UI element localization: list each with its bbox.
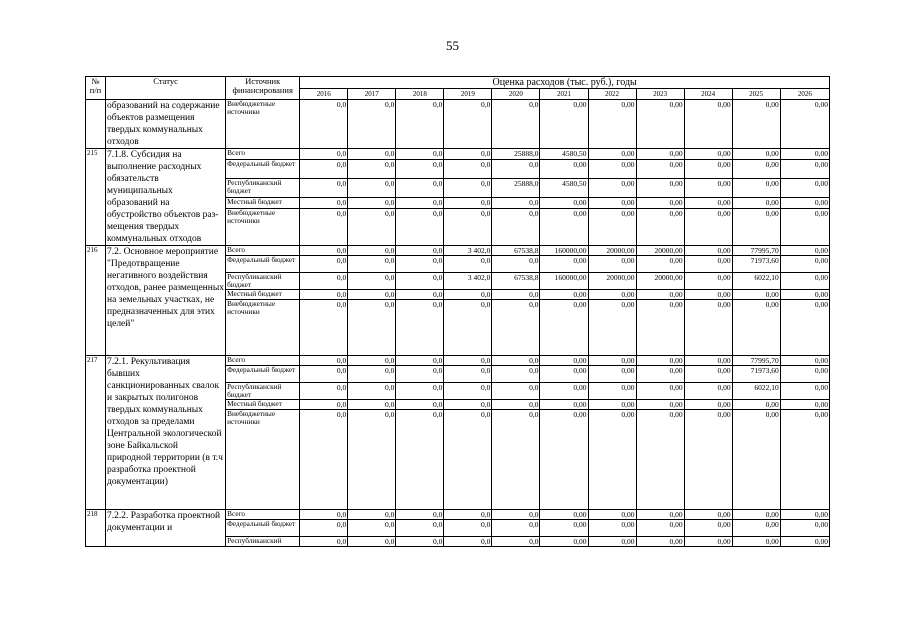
- funding-source: Всего: [226, 149, 300, 160]
- amount-cell: 0,0: [444, 209, 492, 246]
- amount-cell: 0,0: [348, 198, 396, 209]
- amount-cell: 0,00: [732, 510, 780, 520]
- amount-cell: 77995,70: [732, 356, 780, 366]
- amount-cell: 0,0: [300, 410, 348, 510]
- amount-cell: 0,0: [492, 300, 540, 356]
- status-cell: 7.2.1. Рекультивация бывших санкционированных свалок и закрытых полигонов твердых коммунальных отходов за пределами Центральной экологической зоне Байкальской природной территории (в т.ч разработка проектной документации): [106, 356, 226, 510]
- amount-cell: 0,00: [684, 179, 732, 198]
- table-row: [86, 100, 830, 149]
- amount-cell: 0,00: [684, 400, 732, 410]
- amount-cell: 0,00: [636, 198, 684, 209]
- table-row: [86, 149, 830, 160]
- amount-cell: 0,0: [300, 198, 348, 209]
- amount-cell: 0,0: [492, 256, 540, 273]
- amount-cell: 0,0: [492, 290, 540, 300]
- amount-cell: 0,00: [780, 100, 829, 149]
- amount-cell: 3 402,0: [444, 246, 492, 256]
- amount-cell: 0,00: [684, 410, 732, 510]
- amount-cell: 0,0: [492, 383, 540, 400]
- amount-cell: 0,0: [444, 510, 492, 520]
- amount-cell: 0,0: [300, 160, 348, 179]
- amount-cell: 0,00: [588, 400, 636, 410]
- amount-cell: 0,00: [540, 383, 588, 400]
- funding-source: Местный бюджет: [226, 400, 300, 410]
- amount-cell: 0,0: [300, 383, 348, 400]
- amount-cell: 0,0: [444, 100, 492, 149]
- amount-cell: 0,0: [492, 356, 540, 366]
- amount-cell: 0,00: [540, 520, 588, 537]
- amount-cell: 0,00: [588, 290, 636, 300]
- amount-cell: 0,00: [540, 300, 588, 356]
- amount-cell: 25888,0: [492, 149, 540, 160]
- amount-cell: 6022,10: [732, 273, 780, 290]
- amount-cell: 0,0: [492, 410, 540, 510]
- amount-cell: 0,0: [492, 400, 540, 410]
- amount-cell: 0,0: [348, 383, 396, 400]
- amount-cell: 0,00: [636, 400, 684, 410]
- amount-cell: 0,00: [684, 209, 732, 246]
- funding-source: Местный бюджет: [226, 290, 300, 300]
- funding-source: Республиканский: [226, 537, 300, 547]
- amount-cell: 0,0: [300, 273, 348, 290]
- amount-cell: 0,00: [588, 149, 636, 160]
- amount-cell: 0,0: [492, 537, 540, 547]
- amount-cell: 0,0: [396, 273, 444, 290]
- amount-cell: 0,00: [684, 256, 732, 273]
- amount-cell: 0,00: [780, 179, 829, 198]
- funding-source: Местный бюджет: [226, 198, 300, 209]
- amount-cell: 0,00: [780, 300, 829, 356]
- amount-cell: 0,0: [396, 209, 444, 246]
- amount-cell: 20000,00: [636, 246, 684, 256]
- amount-cell: 0,0: [300, 520, 348, 537]
- amount-cell: 0,0: [348, 256, 396, 273]
- amount-cell: 25888,0: [492, 179, 540, 198]
- amount-cell: 0,00: [588, 366, 636, 383]
- amount-cell: 20000,00: [588, 246, 636, 256]
- amount-cell: 67538,8: [492, 273, 540, 290]
- amount-cell: 0,0: [396, 356, 444, 366]
- amount-cell: 0,00: [636, 300, 684, 356]
- amount-cell: 0,0: [444, 160, 492, 179]
- amount-cell: 0,0: [396, 510, 444, 520]
- amount-cell: 0,00: [780, 356, 829, 366]
- amount-cell: 0,0: [348, 300, 396, 356]
- year-header: 2021: [540, 89, 588, 100]
- amount-cell: 0,00: [588, 520, 636, 537]
- amount-cell: 0,00: [780, 273, 829, 290]
- amount-cell: 0,0: [444, 300, 492, 356]
- amount-cell: 0,00: [636, 290, 684, 300]
- amount-cell: 0,00: [588, 198, 636, 209]
- amount-cell: 0,00: [540, 160, 588, 179]
- table-row: [86, 246, 830, 256]
- status-cell: 7.1.8. Субсидия на выполнение расходных обязательств муниципальных образований на обустройство объектов раз-мещения твердых коммунальных отходов: [106, 149, 226, 246]
- year-header: 2017: [348, 89, 396, 100]
- amount-cell: 0,00: [780, 400, 829, 410]
- amount-cell: 0,0: [444, 410, 492, 510]
- year-header: 2023: [636, 89, 684, 100]
- year-header: 2025: [732, 89, 780, 100]
- amount-cell: 0,0: [348, 290, 396, 300]
- year-header: 2024: [684, 89, 732, 100]
- amount-cell: 0,00: [732, 410, 780, 510]
- amount-cell: 0,00: [540, 366, 588, 383]
- funding-source: Республиканский бюджет: [226, 273, 300, 290]
- amount-cell: 0,00: [780, 520, 829, 537]
- amount-cell: 0,00: [636, 366, 684, 383]
- amount-cell: 0,0: [300, 366, 348, 383]
- amount-cell: 0,00: [780, 290, 829, 300]
- amount-cell: 77995,70: [732, 246, 780, 256]
- amount-cell: 0,0: [444, 356, 492, 366]
- amount-cell: 3 402,0: [444, 273, 492, 290]
- amount-cell: 0,00: [732, 537, 780, 547]
- funding-source: Внебюджетные источники: [226, 209, 300, 246]
- table-header: [86, 77, 830, 100]
- amount-cell: 0,00: [684, 510, 732, 520]
- table-row: [86, 510, 830, 520]
- amount-cell: 0,0: [492, 520, 540, 537]
- amount-cell: 0,0: [396, 100, 444, 149]
- amount-cell: 0,00: [636, 209, 684, 246]
- amount-cell: 20000,00: [588, 273, 636, 290]
- amount-cell: 0,00: [588, 383, 636, 400]
- row-number: 218: [86, 510, 106, 547]
- amount-cell: 0,00: [588, 356, 636, 366]
- status-header: Статус: [106, 77, 226, 100]
- source-header: Источник финансирования: [226, 77, 300, 100]
- row-number: 216: [86, 246, 106, 356]
- funding-source: Федеральный бюджет: [226, 256, 300, 273]
- amount-cell: 0,00: [684, 273, 732, 290]
- amount-cell: 0,00: [732, 149, 780, 160]
- amount-cell: 0,0: [348, 273, 396, 290]
- amount-cell: 0,00: [588, 256, 636, 273]
- amount-cell: 67538,8: [492, 246, 540, 256]
- amount-cell: 0,00: [588, 100, 636, 149]
- amount-cell: 0,0: [396, 160, 444, 179]
- amount-cell: 0,00: [732, 198, 780, 209]
- amount-cell: 0,00: [732, 160, 780, 179]
- budget-table: [85, 76, 830, 547]
- table-body: [86, 100, 830, 547]
- amount-cell: 0,0: [396, 410, 444, 510]
- amount-cell: 0,00: [540, 537, 588, 547]
- table-row: [86, 356, 830, 366]
- amount-cell: 0,0: [348, 356, 396, 366]
- amount-cell: 0,0: [444, 400, 492, 410]
- amount-cell: 0,00: [636, 410, 684, 510]
- amount-cell: 0,00: [732, 100, 780, 149]
- amount-cell: 0,00: [636, 537, 684, 547]
- amount-cell: 0,00: [540, 356, 588, 366]
- amount-cell: 0,00: [636, 149, 684, 160]
- amount-cell: 0,0: [300, 246, 348, 256]
- amount-cell: 0,0: [300, 290, 348, 300]
- amount-cell: 0,00: [636, 160, 684, 179]
- amount-cell: 0,00: [732, 179, 780, 198]
- amount-cell: 0,0: [444, 256, 492, 273]
- amount-cell: 0,00: [540, 198, 588, 209]
- amount-cell: 0,00: [780, 383, 829, 400]
- amount-cell: 71973,60: [732, 256, 780, 273]
- amount-cell: 0,00: [588, 300, 636, 356]
- amount-cell: 0,00: [732, 300, 780, 356]
- amount-cell: 0,0: [396, 179, 444, 198]
- amount-cell: 0,00: [780, 160, 829, 179]
- amount-cell: 0,00: [636, 256, 684, 273]
- amount-cell: 0,0: [396, 520, 444, 537]
- year-header: 2020: [492, 89, 540, 100]
- amount-cell: 0,0: [348, 366, 396, 383]
- amount-cell: 0,0: [300, 209, 348, 246]
- amount-cell: 0,0: [300, 179, 348, 198]
- amount-cell: 0,0: [348, 160, 396, 179]
- amount-cell: 0,00: [636, 100, 684, 149]
- amount-cell: 0,0: [492, 510, 540, 520]
- amount-cell: 0,0: [300, 510, 348, 520]
- amount-cell: 0,0: [348, 410, 396, 510]
- amount-cell: 0,00: [540, 510, 588, 520]
- amount-cell: 4580,50: [540, 179, 588, 198]
- amount-cell: 0,0: [300, 356, 348, 366]
- amount-cell: 0,00: [780, 149, 829, 160]
- amount-cell: 0,00: [684, 149, 732, 160]
- amount-cell: 0,0: [348, 149, 396, 160]
- amount-cell: 0,00: [636, 383, 684, 400]
- year-header: 2016: [300, 89, 348, 100]
- amount-cell: 160000,00: [540, 273, 588, 290]
- amount-cell: 0,00: [540, 400, 588, 410]
- amount-cell: 0,0: [492, 100, 540, 149]
- amount-cell: 0,00: [684, 366, 732, 383]
- funding-source: Всего: [226, 356, 300, 366]
- amount-cell: 0,0: [348, 100, 396, 149]
- amount-cell: 0,0: [396, 537, 444, 547]
- amount-cell: 0,0: [396, 149, 444, 160]
- funding-source: Внебюджетные источники: [226, 100, 300, 149]
- amount-cell: 0,00: [684, 160, 732, 179]
- amount-cell: 0,00: [780, 198, 829, 209]
- amount-cell: 71973,60: [732, 366, 780, 383]
- funding-source: Республиканский бюджет: [226, 179, 300, 198]
- year-header: 2019: [444, 89, 492, 100]
- year-header: 2018: [396, 89, 444, 100]
- amount-cell: 0,00: [684, 537, 732, 547]
- funding-source: Внебюджетные источники: [226, 300, 300, 356]
- amount-cell: 0,00: [636, 510, 684, 520]
- amount-cell: 0,0: [300, 400, 348, 410]
- page-number: 55: [446, 38, 459, 53]
- funding-source: Всего: [226, 246, 300, 256]
- amount-cell: 0,0: [300, 149, 348, 160]
- row-number: 217: [86, 356, 106, 510]
- amount-cell: 0,00: [588, 510, 636, 520]
- amount-cell: 0,0: [348, 246, 396, 256]
- amount-cell: 0,0: [444, 149, 492, 160]
- amount-cell: 0,00: [684, 290, 732, 300]
- amount-cell: 0,00: [540, 410, 588, 510]
- amount-cell: 0,00: [684, 356, 732, 366]
- funding-source: Федеральный бюджет: [226, 160, 300, 179]
- amount-cell: 0,00: [780, 410, 829, 510]
- amount-cell: 0,0: [492, 366, 540, 383]
- amount-cell: 0,00: [636, 179, 684, 198]
- amount-cell: 0,00: [732, 209, 780, 246]
- status-cell: 7.2.2. Разработка проектной документации и: [106, 510, 226, 547]
- amount-cell: 0,00: [540, 256, 588, 273]
- amount-cell: 0,0: [396, 256, 444, 273]
- status-cell: 7.2. Основное мероприятие "Предотвращение негативного воздействия отходов, ранее размещенных на земельных участках, не предназначенных для этих целей": [106, 246, 226, 356]
- amount-cell: 4580,50: [540, 149, 588, 160]
- amount-cell: 0,0: [348, 537, 396, 547]
- amount-cell: 0,00: [540, 100, 588, 149]
- amount-cell: 0,0: [444, 198, 492, 209]
- funding-source: Внебюджетные источники: [226, 410, 300, 510]
- amount-cell: 0,00: [780, 537, 829, 547]
- amount-cell: 0,0: [444, 290, 492, 300]
- amount-cell: 0,00: [588, 209, 636, 246]
- amount-cell: 0,0: [300, 100, 348, 149]
- year-header: 2026: [780, 89, 829, 100]
- amount-cell: 0,0: [396, 290, 444, 300]
- amount-cell: 0,0: [300, 256, 348, 273]
- amount-cell: 0,00: [588, 160, 636, 179]
- amount-cell: 0,0: [396, 400, 444, 410]
- amount-cell: 0,00: [684, 520, 732, 537]
- amount-cell: 0,0: [396, 383, 444, 400]
- funding-source: Федеральный бюджет: [226, 366, 300, 383]
- amount-cell: 0,0: [396, 198, 444, 209]
- funding-source: Всего: [226, 510, 300, 520]
- amount-cell: 0,0: [300, 300, 348, 356]
- amount-cell: 0,00: [588, 179, 636, 198]
- amount-cell: 0,0: [348, 209, 396, 246]
- amount-cell: 0,0: [348, 510, 396, 520]
- amount-cell: 0,0: [444, 366, 492, 383]
- amount-cell: 0,00: [540, 209, 588, 246]
- amount-cell: 0,00: [684, 300, 732, 356]
- status-cell: образований на содержание объектов размещения твердых коммунальных отходов: [106, 100, 226, 149]
- amount-cell: 0,00: [540, 290, 588, 300]
- funding-source: Республиканский бюджет: [226, 383, 300, 400]
- amount-cell: 0,0: [444, 179, 492, 198]
- amount-cell: 0,00: [780, 256, 829, 273]
- amount-cell: 0,0: [492, 160, 540, 179]
- amount-cell: 0,0: [492, 209, 540, 246]
- year-header: 2022: [588, 89, 636, 100]
- amount-cell: 0,00: [636, 356, 684, 366]
- amount-cell: 0,00: [732, 400, 780, 410]
- amount-cell: 20000,00: [636, 273, 684, 290]
- amount-cell: 0,00: [684, 246, 732, 256]
- amount-cell: 0,00: [636, 520, 684, 537]
- amount-cell: 0,00: [588, 410, 636, 510]
- row-number: 215: [86, 149, 106, 246]
- amount-cell: 0,0: [300, 537, 348, 547]
- amount-cell: 0,00: [684, 383, 732, 400]
- amount-cell: 0,00: [780, 209, 829, 246]
- amount-cell: 0,0: [396, 300, 444, 356]
- amount-cell: 0,0: [348, 400, 396, 410]
- amount-cell: 0,0: [492, 198, 540, 209]
- amount-cell: 0,00: [684, 100, 732, 149]
- amount-cell: 0,0: [396, 366, 444, 383]
- amount-cell: 160000,00: [540, 246, 588, 256]
- amount-cell: 0,0: [444, 383, 492, 400]
- amount-cell: 0,0: [444, 520, 492, 537]
- amount-cell: 0,00: [732, 520, 780, 537]
- amount-cell: 0,0: [444, 537, 492, 547]
- amount-cell: 0,00: [780, 246, 829, 256]
- num-header: № п/п: [86, 77, 106, 100]
- amount-cell: 0,0: [348, 179, 396, 198]
- amount-cell: 0,0: [396, 246, 444, 256]
- amount-cell: 0,00: [684, 198, 732, 209]
- amount-cell: 0,00: [780, 366, 829, 383]
- amount-cell: 0,00: [732, 290, 780, 300]
- expense-header: Оценка расходов (тыс. руб.), годы: [300, 77, 830, 89]
- amount-cell: 0,00: [588, 537, 636, 547]
- amount-cell: 0,0: [348, 520, 396, 537]
- amount-cell: 0,00: [780, 510, 829, 520]
- row-number: [86, 100, 106, 149]
- amount-cell: 6022,10: [732, 383, 780, 400]
- funding-source: Федеральный бюджет: [226, 520, 300, 537]
